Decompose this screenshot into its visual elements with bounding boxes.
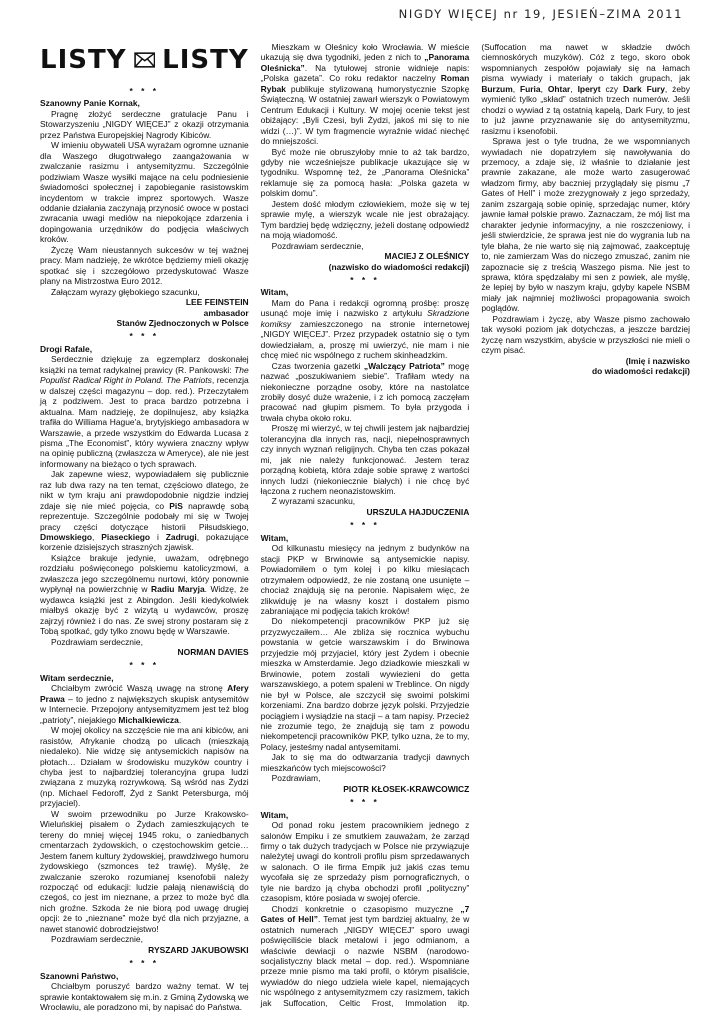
- letters-columns: [40, 42, 690, 1017]
- separator: * * *: [129, 86, 160, 96]
- signature-title: Stanów Zjednoczonych w Polsce: [116, 317, 249, 328]
- paragraph: Książce brakuje jedynie, uważam, odrębnego rozdziału poświęconego polskiemu katolicyzmowi, a zwłaszcza jego szczególnemu nurtowi, który ponownie wypłynął na powierzchnię w Radiu Maryja. Widzę, że wydawca książki jest z Abingdon. Jeśli kiedykolwiek miałbyś okazję być z wizytą u wydawców, proszę zajrzyj również i do nas. Ze swej strony postaram się z Tobą spotkać, gdy tylko znowu będę w Warszawie.: [40, 552, 249, 637]
- letter-greeting: Drogi Rafale,: [40, 343, 93, 354]
- signature-name: RYSZARD JAKUBOWSKI: [148, 944, 249, 955]
- separator: * * *: [129, 660, 160, 671]
- paragraph: Załączam wyrazy głębokiego szacunku,: [51, 286, 200, 297]
- section-title: [40, 42, 249, 78]
- letter-klosek: [261, 520, 470, 794]
- letter-greeting: Witam serdecznie,: [40, 672, 114, 683]
- paragraph: Mam do Pana i redakcji ogromną prośbę: proszę usunąć moje imię i nazwisko z artykułu Skradzione komiksy zamieszczonego na stronie internetowej „NIGDY WIĘCEJ”. Przez przypadek ostatnio się o tym dowiedziałam, a, proszę mi uwierzyć, nie mam i nie chcę mieć nic wspólnego z ruchem skinheadzkim.: [260, 297, 470, 361]
- signature-name: PIOTR KŁOSEK-KRAWCOWICZ: [343, 783, 470, 794]
- paragraph: Pozdrawiam serdecznie,: [271, 240, 364, 251]
- paragraph: Z wyrazami szacunku,: [271, 496, 356, 507]
- letter-greeting: Witam,: [260, 287, 289, 298]
- paragraph: Chciałbym zwrócić Waszą uwagę na stronę Afery Prawa – to jedno z największych skupisk antysemitów w Internecie. Przepojony antysemityzmem jest też blog „patrioty”, niejakiego Michalkiewicza.: [40, 683, 249, 725]
- paragraph: Mieszkam w Oleśnicy koło Wrocławia. W mieście ukazują się dwa tygodniki, jeden z nich to „Panorama Oleśnicka”. Na tytułowej stronie widnieje napis: „Polska gazeta”. Co roku redaktor naczelny Roman Rybak publikuje stylizowaną humorystycznie Szopkę Świąteczną. W ostatniej zawarł wierszyk o Powiatowym Centrum Edukacji i Kultury. W mojej ocenie tekst jest obiźający: „Byli Czesi, byli Żydzi, jakoś mi się to nie widzi (…)”. W tym fragmencie wyraźnie widać niechęć do mniejszości.: [260, 42, 470, 147]
- paragraph: Jak zapewne wiesz, wypowiadałem się publicznie raz lub dwa razy na ten temat, częściowo dlatego, że nikt w tym kraju ani prawdopodobnie nigdzie indziej zdaje się nie mieć pojęcia, co PiS naprawdę sobą reprezentuje. Szczególnie podobały mi się w Twojej pracy części dotyczące historii Piłsudskiego, Dmowskiego, Piaseckiego i Zadrugi, pokazujące korzenie dzisiejszych straszných zjawisk.: [40, 469, 249, 553]
- editorial-note: do wiadomości redakcji): [591, 366, 690, 377]
- separator: * * *: [129, 958, 160, 969]
- signature-name: URSZULA HAJDUCZENIA: [366, 506, 470, 517]
- paragraph: Być może nie obruszyłoby mnie to aż tak bardzo, gdyby nie wcześniejsze publikacje ukazujące się w tygodniku. Wspomnę też, że „Panorama Oleśnicka” reklamuje się za pomocą hasła: „Polska gazeta w polskim domu”.: [260, 146, 470, 199]
- paragraph: W swoim przewodniku po Jurze Krakowsko-Wieluńskiej pisałem o Żydach zamieszkujących te tereny do mniej więcej 1945 roku, o zaniedbanych cmentarzach żydowskich, o częstochowskim getcie… Jestem fanem kultury żydowskiej, prawdziwego humoru żydowskiego (szmonces też trawię). Myślę, że zwalczanie szeroko rozumianej ksenofobii należy rozpocząć od edukacji: ludzie pałają nienawiścią do czegoś, co jest im nieznane, a przez to może być dla nich groźne. Szkoda że nie biorą pod uwagę drugiej opcji: że to „nieznane” może być dla nich przyjazne, a nawet stanowić dobrodziejstwo!: [40, 808, 249, 934]
- paragraph: Chodzi konkretnie o czasopismo muzyczne „7 Gates of Hell”. Temat jest tym bardziej aktualny, że w ostatnich numerach „NIGDY WIĘCEJ” sporo uwagi poświęciliście black metalowi i jego odmianom, a właściwie dewiacji o nazwie NSBM (narodowo-socjalistyczny black metal – dop. red.). Wspomniane przeze mnie pismo ma taki profil, o którym pisaliście, wywiadów do niego udziela wiele kapel, niemających nic wspólnego z antysemityzmem czy rasizmem, takich jak Suffocation, Celtic Frost, Immolation itp. (Suffocation ma nawet w składzie dwóch ciemnoskórych muzyków). Cóż z tego, skoro obok wspomnianych zespołów pojawiały się na łamach pisma wywiady i materiały o takich grupach, jak Burzum, Furia, Ohtar, Iperyt czy Dark Fury, żeby wymienić tylko „skład” ostatnich trzech numerów. Jeśli chodzi o wywiad z tą ostatnią kapelą, Dark Fury, to jest to już jawne przyznawanie się do antysemityzmu, rasizmu i ksenofobii.: [260, 42, 690, 1008]
- paragraph: Pozdrawiam,: [271, 773, 321, 784]
- separator: * * *: [350, 274, 380, 285]
- paragraph: Życzę Wam nieustannych sukcesów w tej ważnej pracy. Mam nadzieję, że wkrótce będziemy mieli okazję spotkać się i szczegółowo przedyskutować Wasze plany na Mistrzostwa Euro 2012.: [40, 244, 249, 287]
- signature-name: MACIEJ Z OLEŚNICY: [384, 251, 470, 262]
- paragraph: Od ponad roku jestem pracownikiem jednego z salonów Empiku i ze smutkiem zauważam, że zarząd firmy o tak dużych tradycjach w Polsce nie przywiązuje należytej uwagi do kontroli profilu pism sprzedawanych w salonach. O ile firma Empik już jakiś czas temu wycofała się ze sprzedaży pism pornograficznych, o tyle nie bardzo ją chyba obchodzi profil „polityczny” czasopism, które posiada w swojej ofercie.: [260, 820, 470, 904]
- paragraph: Do niekompetencji pracowników PKP już się przyzwyczaiłem… Ale zbliża się rocznica wybuchu powstania w getcie warszawskim i do Brwinowa przyjedzie mój przyjaciel, który jest Żydem i obecnie mieszka w Amsterdamie. Jego dziadkowie mieszkali w Brwinowie, potem zostali wywiezieni do getta warszawskiego, a potem spaleni w Treblince. On nigdy nie był w Polsce, ale szczycił się swoimi polskimi korzeniami. Zna bardzo dobrze język polski. Przyjedzie pociągiem i wysiądzie na stacji – a tam napisy. Przecież nie zrozumie tego, że znajdują się tam z powodu niekompetencji pracowników PKP, tylko uzna, że to my, Polacy, jesteśmy nadal antysemitami.: [260, 616, 470, 752]
- paragraph: Pozdrawiam i życzę, aby Wasze pismo zachowało tak wysoki poziom jak dotychczas, a jeszcze bardziej życzę nam wszystkim, abyście w przyszłości nie mieli o czym pisać.: [481, 313, 690, 356]
- paragraph: W mojej okolicy na szczęście nie ma ani kibiców, ani rasistów, Afrykanie chodzą po ulicach (mieszkają niedaleko). Nie widzę się antysemickich napisów na płotach… Działam w środowisku muzyków country i chyba jest to najbardziej tolerancyjna grupa ludzi związana z muzyką rozrywkową. Są wśród nas Żydzi (np. Michael Fedoroff, Żyd z Sankt Petersburga, mój przyjaciel).: [40, 725, 249, 809]
- paragraph: Jak to się ma do odtwarzania tradycji dawnych mieszkańców tych miejscowości?: [260, 752, 470, 773]
- letter-feinstein: [40, 86, 249, 328]
- editorial-note: (Imię i nazwisko: [625, 355, 690, 366]
- paragraph: Pozdrawiam serdecznie,: [51, 636, 143, 647]
- signature-name: LEE FEINSTEIN: [185, 297, 249, 308]
- paragraph: Serdecznie dziękuję za egzemplarz doskonałej książki na temat radykalnej prawicy (R. Pankowski: The Populist Radical Right in Poland. The Patriots, recenzja w dalszej części magazynu – dop. red.). Przeczytałem ją z podziwem. Jest to praca bardzo potrzebna i aktualna. Mam nadzieję, że dopilnujesz, aby książka trafiła do Williama Hague'a, brytyjskiego ambasadora w Warszawie, a przede wszystkim do Edwarda Lucasa z pisma „The Economist”, który wywiera znaczny wpływ na opinię publiczną (zwłaszcza w Ameryce), ale nie jest informowany na bieżąco o tych sprawach.: [40, 354, 249, 469]
- paragraph: Pozdrawiam serdecznie,: [51, 934, 143, 945]
- paragraph: Czas tworzenia gazetki „Walczący Patriota” mogę nazwać „poszukiwaniem siebie”. Trafiłam wtedy na niekonieczne porządne osoby, które na nastolatce zrobiły dosyć duże wrażenie, i z ich pomocą zaczęłam pracować nad głupim pismem. To była przygoda i trwała chyba około roku.: [260, 360, 470, 423]
- letter-greeting: Szanowni Państwo,: [40, 970, 119, 981]
- section-title-left: LISTY: [40, 44, 127, 75]
- section-title-right: LISTY: [162, 44, 249, 75]
- envelope-icon: [134, 49, 156, 71]
- paragraph: Chciałbym poruszyć bardzo ważny temat. W tej sprawie kontaktowałem się m.in. z Gminą Żydowską we Wrocławiu, ale poradzono mi, by napisać do Państwa.: [40, 981, 249, 1012]
- running-header: NIGDY WIĘCEJ nr 19, JESIEŃ–ZIMA 2011: [398, 7, 683, 21]
- paragraph: Proszę mi wierzyć, w tej chwili jestem jak najbardziej tolerancyjna dla innych ras, nacji, niepełnosprawnych czy innych wyznań religijnych. Chyba ten czas pokazał mi, jak nie należy funkcjonować. Jestem teraz porządną kobietą, która zdaje sobie sprawę z wartości innych ludzi (niekoniecznie białych) i nie chcę być łączona z ruchem neonazistowskim.: [260, 423, 470, 497]
- signature-name: NORMAN DAVIES: [177, 647, 249, 658]
- paragraph: Jestem dość młodym człowiekiem, może się w tej sprawie mylę, a wierszyk wcale nie jest obrażający. Tym bardziej będę wdzięczny, jeżeli dostanę odpowiedź na moją wiadomość.: [260, 198, 470, 241]
- letter-greeting: Witam,: [260, 532, 289, 543]
- paragraph: Pragnę złożyć serdeczne gratulacje Panu i Stowarzyszeniu „NIGDY WIĘCEJ” z okazji otrzymania przez Państwa Europejskiej Nagrody Kibiców.: [40, 108, 249, 140]
- book-title: The Populist Radical Right in Poland. The Patriots: [40, 364, 249, 386]
- letter-greeting: Szanowny Panie Kornak,: [40, 98, 140, 109]
- letter-hajduczenia: [261, 275, 470, 517]
- separator: * * *: [129, 331, 160, 342]
- paragraph: W imieniu obywateli USA wyrażam ogromne uznanie dla Waszego długotrwałego zaangażowania w zwalczanie rasizmu i antysemityzmu. Szczególnie podziwiam Wasze wysiłki mające na celu podniesienie świadomości społecznej i zapobieganie rasistowskim incydentom w trakcie imprez sportowych. Wasze oddanie działania zaczynają przynosić owoce w postaci zwracania uwagi mediów na niepokojące zdarzenia i dopingowania urzędników do podjęcia właściwych kroków.: [40, 140, 249, 245]
- signature-title: ambasador: [203, 307, 249, 318]
- separator: * * *: [350, 520, 380, 531]
- paragraph: Sprawa jest o tyle trudna, że we wspomnianych wywiadach nie dopatrzyłem się nawoływania do przemocy, a zdaje się, iż właśnie to działanie jest prawnie zakazane, ale może warto zasugerować władzom firmy, aby baczniej przyglądały się pismu „7 Gates of Hell” i może zrezygnowały z jego sprzedaży, zanim zszargają sobie opinię, sprzedając numer, który jawnie łamał polskie prawo. Zaznaczam, że mój list ma charakter jedynie informacyjny, a nie roszczeniowy, i jeśli stwierdzicie, że sprawa jest nie do wygrania lub na tyle błaha, że nie warto się nią zajmować, zaakceptuję to, nie zamierzam Was do niczego zmuszać, zanim nie zapoznacie się z treścią Waszego pisma. Nie jest to sprawa, która spędzałaby mi sen z powiek, ale myślę, że lepiej by było w naszym kraju, gdyby kapele NSBM miały jak najmniej możliwości propagowania swoich poglądów.: [481, 136, 690, 314]
- paragraph: Od kilkunastu miesięcy na jednym z budynków na stacji PKP w Brwinowie są antysemickie napisy. Powiadomiłem o tym kolej i po kilku miesiącach otrzymałem odpowiedź, że nie zostaną one usunięte – chociaż znajdują się na peronie. Napisałem więc, że zlikwiduję je na własny koszt i dostałem pismo zabraniające mi podjęcia takich kroków!: [260, 543, 470, 617]
- letter-greeting: Witam,: [260, 809, 289, 820]
- separator: * * *: [350, 797, 380, 808]
- editorial-note: (nazwisko do wiadomości redakcji): [328, 261, 470, 272]
- letter-davies: [40, 331, 249, 657]
- letter-jakubowski: [40, 660, 249, 955]
